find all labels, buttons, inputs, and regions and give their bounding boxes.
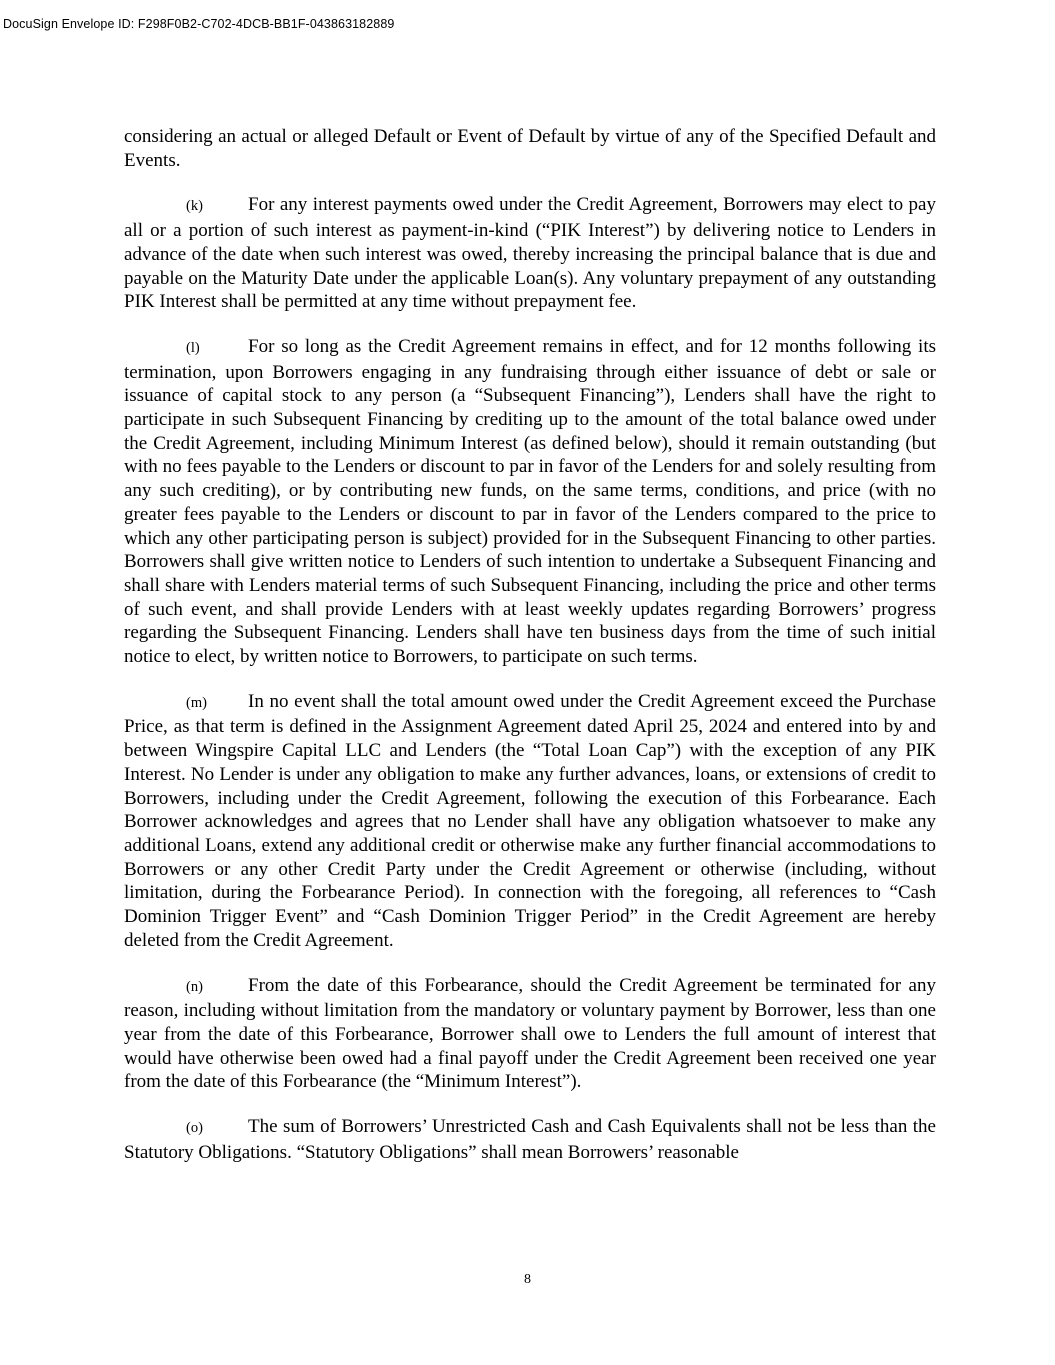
paragraph-n — [124, 974, 936, 1095]
paragraph-text: For so long as the Credit Agreement remains in effect, and for 12 months following its termination, upon Borrowers engaging in any fundraising through either issuance of debt or sale or issuance of capital stock to any person (a “Subsequent Financing”), Lenders shall have the right to participate in such Subsequent Financing by crediting up to the amount of the total balance owed under the Credit Agreement, including Minimum Interest (as defined below), should it remain outstanding (but with no fees payable to the Lenders or discount to par in favor of the Lenders for and solely resulting from any such crediting), or by contributing new funds, on the same terms, conditions, and price (with no greater fees payable to the Lenders or discount to par in favor of the Lenders compared to the price to which any other participating person is subject) provided for in the Subsequent Financing to other parties. Borrowers shall give written notice to Lenders of such intention to undertake a Subsequent Financing and shall share with Lenders material terms of such Subsequent Financing, including the price and other terms of such event, and shall provide Lenders with at least weekly updates regarding Borrowers’ progress regarding the Subsequent Financing. Lenders shall have ten business days from the time of such initial notice to elect, by written notice to Borrowers, to participate on such terms. — [124, 335, 936, 668]
paragraph-text: From the date of this Forbearance, should the Credit Agreement be terminated for any reason, including without limitation from the mandatory or voluntary payment by Borrower, less than one year from the date of this Forbearance, Borrower shall owe to Lenders the full amount of interest that would have otherwise been owed had a final payoff under the Credit Agreement been received one year from the date of this Forbearance (the “Minimum Interest”). — [124, 974, 936, 1093]
paragraph-marker: (m) — [186, 694, 207, 711]
paragraph-text: For any interest payments owed under the Credit Agreement, Borrowers may elect to pay all or a portion of such interest as payment-in-kind (“PIK Interest”) by delivering notice to Lenders in advance of the date when such interest was owed, thereby increasing the principal balance that is due and payable on the Maturity Date under the applicable Loan(s). Any voluntary prepayment of any outstanding PIK Interest shall be permitted at any time without prepayment fee. — [124, 194, 936, 313]
intro-paragraph: considering an actual or alleged Default or Event of Default by virtue of any of the Specified Default and Events. — [124, 126, 936, 171]
docusign-envelope-id: DocuSign Envelope ID: F298F0B2-C702-4DCB-BB1F-043863182889 — [3, 17, 395, 31]
paragraph-m — [124, 690, 936, 953]
paragraph-text: The sum of Borrowers’ Unrestricted Cash and Cash Equivalents shall not be less than the Statutory Obligations. “Statutory Obligations” shall mean Borrowers’ reasonable — [124, 1116, 936, 1163]
document-body — [124, 125, 936, 1185]
page-number: 8 — [524, 1272, 531, 1287]
paragraph-marker: (n) — [186, 978, 203, 995]
paragraph-marker: (k) — [186, 198, 203, 215]
paragraph-o — [124, 1115, 936, 1164]
paragraph-marker: (l) — [186, 339, 200, 356]
paragraph-k — [124, 193, 936, 314]
paragraph-marker: (o) — [186, 1120, 203, 1137]
paragraph-l — [124, 335, 936, 669]
paragraph-text: In no event shall the total amount owed under the Credit Agreement exceed the Purchase Price, as that term is defined in the Assignment Agreement dated April 25, 2024 and entered into by and between Wingspire Capital LLC and Lenders (the “Total Loan Cap”) with the exception of any PIK Interest. No Lender is under any obligation to make any further advances, loans, or extensions of credit to Borrowers, including under the Credit Agreement, following the execution of this Forbearance. Each Borrower acknowledges and agrees that no Lender shall have any obligation whatsoever to make any additional Loans, extend any additional credit or otherwise make any further financial accommodations to Borrowers or any other Credit Party under the Credit Agreement or otherwise (including, without limitation, during the Forbearance Period). In connection with the foregoing, all references to “Cash Dominion Trigger Event” and “Cash Dominion Trigger Period” in the Credit Agreement are hereby deleted from the Credit Agreement. — [124, 690, 936, 951]
